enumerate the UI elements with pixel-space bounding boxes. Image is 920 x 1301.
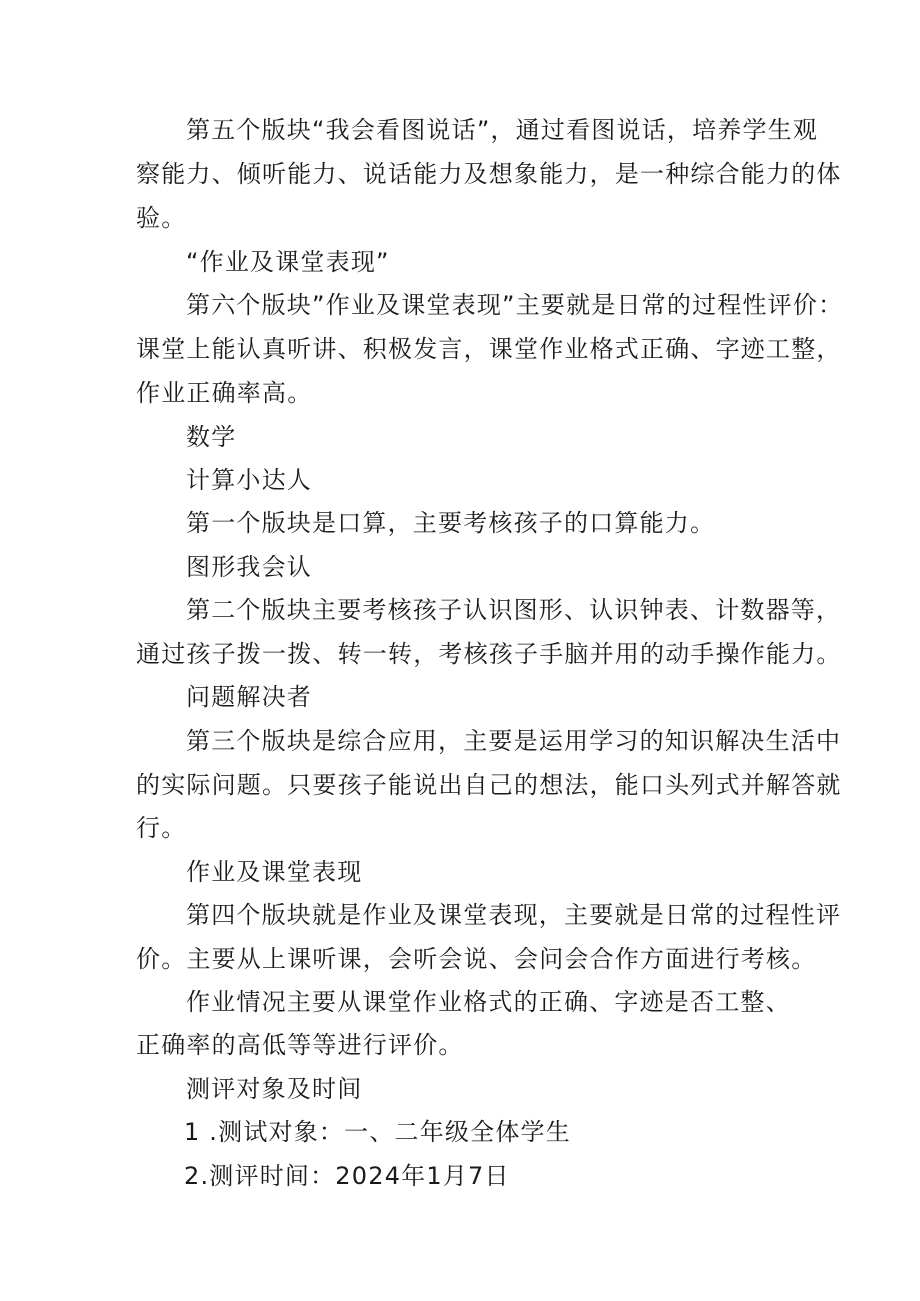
paragraph-line: 价。主要从上课听课，会听会说、会问会合作方面进行考核。: [136, 945, 817, 973]
paragraph-line: 第四个版块就是作业及课堂表现，主要就是日常的过程性评: [186, 901, 842, 929]
subject-heading: 数学: [186, 423, 237, 451]
paragraph-line: 察能力、倾听能力、说话能力及想象能力，是一种综合能力的体: [136, 160, 842, 188]
paragraph-line: 第三个版块是综合应用，主要是运用学习的知识解决生活中: [186, 727, 842, 755]
section-heading: 测评对象及时间: [186, 1075, 363, 1103]
section-heading: “作业及课堂表现”: [186, 248, 390, 276]
paragraph-line: 通过孩子拨一拨、转一转，考核孩子手脑并用的动手操作能力。: [136, 640, 842, 668]
paragraph-line: 验。: [136, 204, 187, 232]
paragraph-line: 第五个版块“我会看图说话”，通过看图说话，培养学生观: [186, 116, 819, 144]
paragraph-line: 作业正确率高。: [136, 379, 313, 407]
list-item: 1 .测试对象：一、二年级全体学生: [184, 1118, 571, 1146]
paragraph-line: 课堂上能认真听讲、积极发言，课堂作业格式正确、字迹工整，: [136, 335, 842, 363]
paragraph-line: 第六个版块”作业及课堂表现”主要就是日常的过程性评价：: [186, 291, 844, 319]
paragraph-line: 行。: [136, 814, 187, 842]
paragraph-line: 正确率的高低等等进行评价。: [136, 1031, 464, 1059]
paragraph-line: 的实际问题。只要孩子能说出自己的想法，能口头列式并解答就: [136, 771, 842, 799]
section-heading: 问题解决者: [186, 683, 312, 711]
paragraph-line: 第一个版块是口算，主要考核孩子的口算能力。: [186, 509, 716, 537]
section-heading: 图形我会认: [186, 553, 312, 581]
section-heading: 作业及课堂表现: [186, 858, 363, 886]
list-item: 2.测评时间：2024年1月7日: [184, 1162, 510, 1190]
paragraph-line: 第二个版块主要考核孩子认识图形、认识钟表、计数器等，: [186, 596, 842, 624]
paragraph-line: 作业情况主要从课堂作业格式的正确、字迹是否工整、: [186, 988, 791, 1016]
section-heading: 计算小达人: [186, 466, 312, 494]
